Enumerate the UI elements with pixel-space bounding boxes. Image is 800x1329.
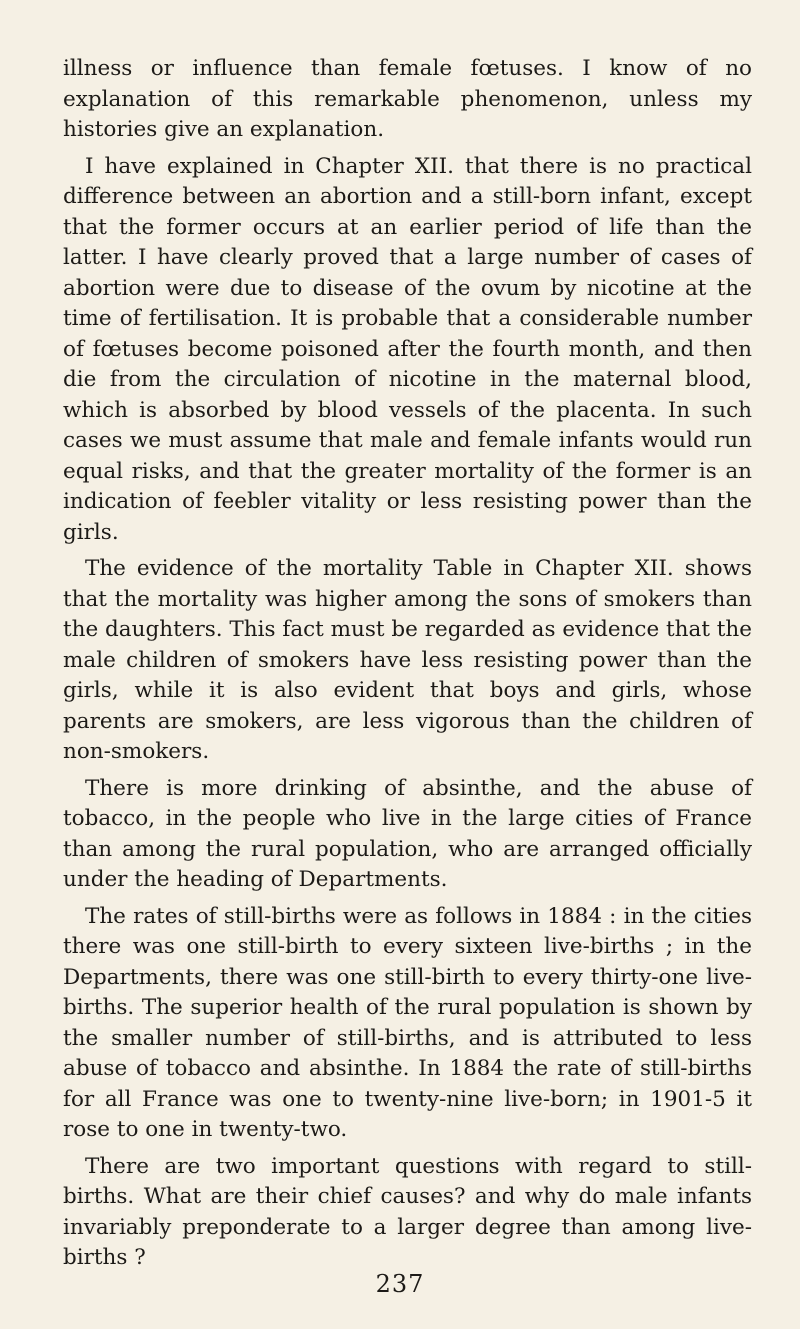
paragraph-still-birth-rates: The rates of still-births were as follows in 1884 : in the cities there was one still-birth to every sixteen live-births ; in the Departments, there was one still-birth to every thirty-one live-births. The superior health of the rural population is shown by the smaller number of still-births, and is attributed to less abuse of tobacco and absinthe. In 1884 the rate of still-births for all France was one to twenty-nine live-born; in 1901-5 it rose to one in twenty-two. (63, 903, 752, 1142)
paragraph-mortality-table: The evidence of the mortality Table in Chapter XII. shows that the mortality was higher among the sons of smokers than the daughters. This fact must be regarded as evidence that the male children of smokers have less resisting power than the girls, while it is also evident that boys and girls, whose parents are smokers, are less vigorous than the children of non-smokers. (63, 556, 753, 764)
paragraph-absinthe-tobacco: There is more drinking of absinthe, and the abuse of tobacco, in the people who live in the large cities of France than among the rural population, who are arranged officially under the heading of Departments. (63, 775, 752, 892)
paragraph-important-questions: There are two important questions with regard to still-births. What are their chief causes? and why do male infants invariably preponderate to a larger degree than among live-births ? (63, 1153, 752, 1270)
page-number: 237 (375, 1270, 425, 1298)
paragraph-continuation: illness or influence than female fœtuses. I know of no explanation of this remarkable phenomenon, unless my histories give an explanation. (63, 56, 752, 142)
paragraph-abortion-still-born: I have explained in Chapter XII. that there is no practical difference between an abortion and a still-born infant, except that the former occurs at an earlier period of life than the latter. I have clearly proved that a large number of cases of abortion were due to disease of the ovum by nicotine at the time of fertilisation. It is probable that a considerable number of fœtuses become poisoned after the fourth month, and then die from the circulation of nicotine in the maternal blood, which is absorbed by blood vessels of the placenta. In such cases we must assume that male and female infants would run equal risks, and that the greater mortality of the former is an indication of feebler vitality or less resisting power than the girls. (63, 153, 752, 545)
